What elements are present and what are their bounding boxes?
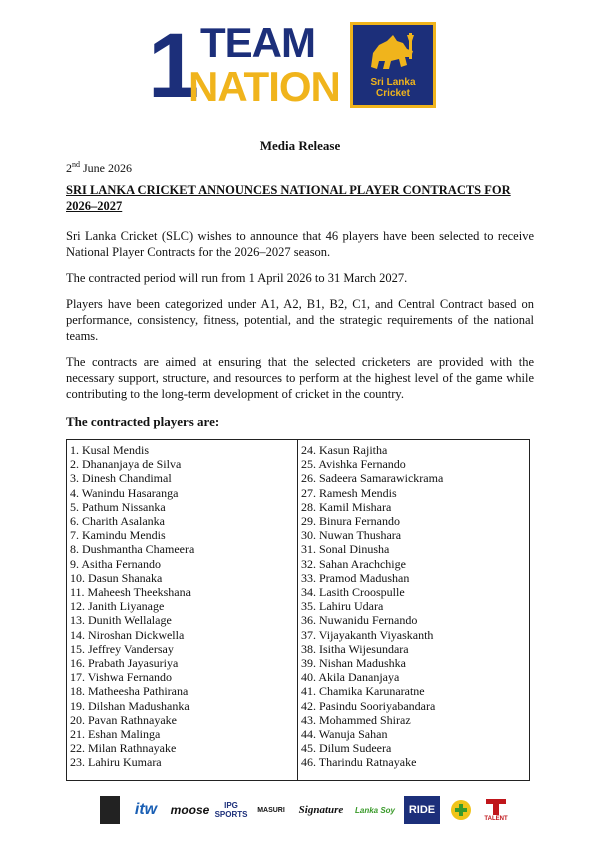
- player-item: 23. Lahiru Kumara: [70, 755, 162, 770]
- player-item: 12. Janith Liyanage: [70, 599, 165, 614]
- player-item: 43. Mohammed Shiraz: [301, 712, 411, 727]
- paragraph-2: The contracted period will run from 1 April 2026 to 31 March 2027.: [66, 271, 408, 285]
- player-item: 28. Kamil Mishara: [301, 499, 392, 514]
- sri-lanka-cricket-badge: [350, 22, 436, 108]
- player-item: 15. Jeffrey Vandersay: [70, 641, 174, 656]
- players-table: [66, 439, 530, 781]
- player-item: 42. Pasindu Sooriyabandara: [301, 698, 436, 713]
- player-item: 32. Sahan Arachchige: [301, 556, 406, 571]
- players-list-right: [301, 443, 529, 770]
- player-item: 29. Binura Fernando: [301, 514, 400, 529]
- player-item: 7. Kamindu Mendis: [70, 528, 166, 543]
- badge-text-line2: Cricket: [376, 88, 410, 99]
- release-date: [66, 160, 132, 176]
- date-day: 2: [66, 161, 72, 175]
- player-item: 14. Niroshan Dickwella: [70, 627, 185, 642]
- hospital-logo-icon: [448, 796, 474, 824]
- letterhead: [0, 0, 600, 120]
- player-item: 10. Dasun Shanaka: [70, 570, 163, 585]
- player-item: 13. Dunith Wellalage: [70, 613, 172, 628]
- sponsor-logo: itw: [134, 801, 158, 818]
- player-item: 46. Tharindu Ratnayake: [301, 755, 417, 770]
- players-heading: The contracted players are:: [66, 414, 220, 429]
- sponsor-logo: Signature: [298, 804, 344, 816]
- player-item: 44. Wanuja Sahan: [301, 727, 388, 742]
- player-item: 2. Dhananjaya de Silva: [70, 457, 182, 472]
- sponsor-logo: IPG SPORTS: [214, 801, 248, 819]
- player-item: 41. Chamika Karunaratne: [301, 684, 425, 699]
- player-item: 33. Pramod Madushan: [301, 570, 410, 585]
- player-item: 24. Kasun Rajitha: [301, 443, 388, 457]
- player-item: 16. Prabath Jayasuriya: [70, 656, 179, 671]
- player-item: 27. Ramesh Mendis: [301, 485, 397, 500]
- player-item: 18. Matheesha Pathirana: [70, 684, 189, 699]
- player-item: 17. Vishwa Fernando: [70, 670, 173, 685]
- paragraph-1: Sri Lanka Cricket (SLC) wishes to announce that 46 players have been selected to receive National Player Contracts for the 2026–2027 season.: [66, 229, 534, 259]
- headline: SRI LANKA CRICKET ANNOUNCES NATIONAL PLAYER CONTRACTS FOR 2026–2027: [66, 183, 511, 213]
- lion-icon: [363, 31, 423, 75]
- sponsor-logo: moose: [170, 803, 210, 817]
- player-item: 26. Sadeera Samarawickrama: [301, 471, 444, 486]
- players-list-left: [70, 443, 297, 770]
- player-item: 36. Nuwanidu Fernando: [301, 613, 418, 628]
- player-item: 1. Kusal Mendis: [70, 443, 149, 457]
- date-month-year: June 2026: [80, 161, 132, 175]
- player-item: 37. Vijayakanth Viyaskanth: [301, 627, 434, 642]
- sponsor-logo-talent: [482, 796, 510, 824]
- player-item: 40. Akila Dananjaya: [301, 670, 400, 685]
- player-item: 19. Dilshan Madushanka: [70, 698, 190, 713]
- player-item: 25. Avishka Fernando: [301, 457, 406, 472]
- sponsor-strip: [100, 793, 510, 827]
- talent-t-icon: [485, 798, 507, 816]
- date-suffix: nd: [72, 160, 80, 169]
- player-item: 4. Wanindu Hasaranga: [70, 485, 179, 500]
- player-item: 45. Dilum Sudeera: [301, 741, 392, 756]
- player-item: 39. Nishan Madushka: [301, 656, 406, 671]
- player-item: 20. Pavan Rathnayake: [70, 712, 177, 727]
- badge-text-line1: Sri Lanka: [370, 77, 416, 88]
- paragraph-3: Players have been categorized under A1, A2, B1, B2, C1, and Central Contract based on performance, consistency, fitness, potential, and the strategic requirements of the national teams.: [66, 297, 534, 343]
- sponsor-logo-block-icon: [100, 796, 120, 824]
- player-item: 11. Maheesh Theekshana: [70, 585, 191, 600]
- player-item: 30. Nuwan Thushara: [301, 528, 402, 543]
- logo-team-text: TEAM: [200, 19, 315, 66]
- document-type-label: Media Release: [259, 138, 341, 153]
- players-column-right: [298, 440, 529, 780]
- player-item: 8. Dushmantha Chameera: [70, 542, 195, 557]
- player-item: 35. Lahiru Udara: [301, 599, 384, 614]
- player-item: 9. Asitha Fernando: [70, 556, 161, 571]
- sponsor-logo: MASURI: [257, 806, 285, 814]
- one-team-nation-numeral: 1: [148, 15, 196, 117]
- player-item: 21. Eshan Malinga: [70, 727, 161, 742]
- sponsor-logo: RIDE: [404, 796, 440, 824]
- player-item: 22. Milan Rathnayake: [70, 741, 177, 756]
- player-item: 34. Lasith Croospulle: [301, 585, 405, 600]
- player-item: 5. Pathum Nissanka: [70, 499, 166, 514]
- logo-nation-text: NATION: [188, 63, 340, 110]
- sponsor-logo: Lanka Soy: [354, 805, 395, 815]
- players-column-left: [67, 440, 298, 780]
- player-item: 31. Sonal Dinusha: [301, 542, 390, 557]
- player-item: 6. Charith Asalanka: [70, 514, 165, 529]
- player-item: 38. Isitha Wijesundara: [301, 641, 409, 656]
- paragraph-4: The contracts are aimed at ensuring that the selected cricketers are provided with the necessary support, structure, and resources to perform at the highest level of the game while contributing to the long-term development of cricket in the country.: [66, 355, 534, 401]
- sponsor-talent-label: TALENT: [484, 816, 508, 822]
- player-item: 3. Dinesh Chandimal: [70, 471, 172, 486]
